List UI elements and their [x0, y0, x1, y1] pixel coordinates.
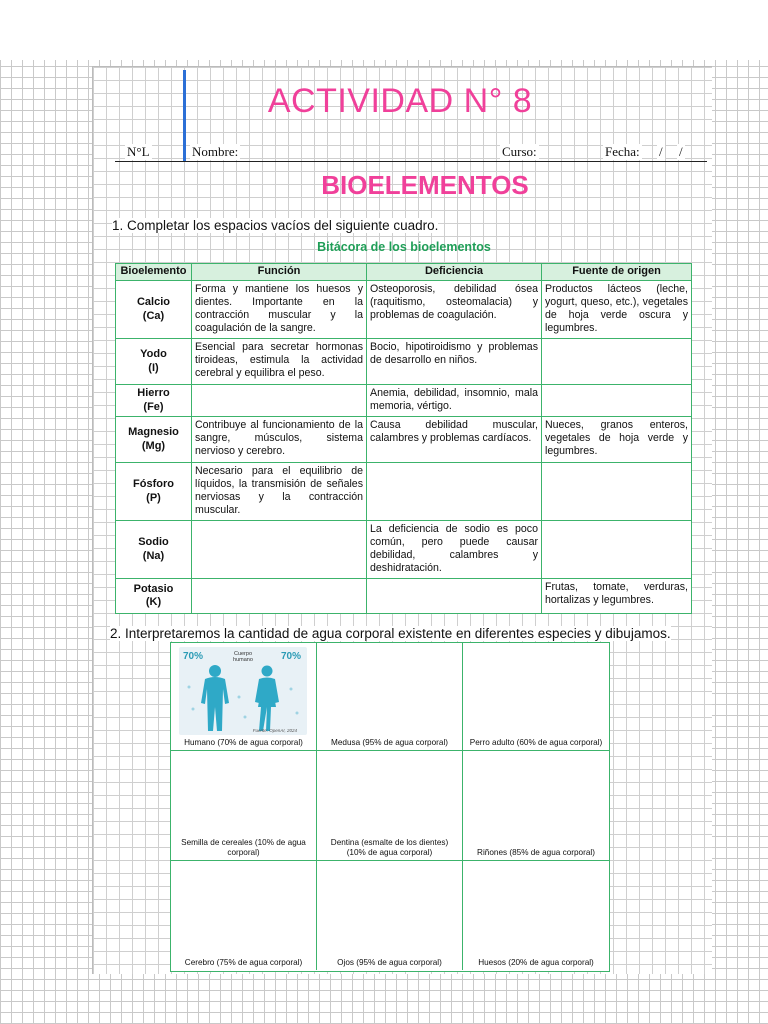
fuente-cell[interactable]: Frutas, tomate, verduras, hortalizas y legumbres.	[542, 579, 692, 614]
header-bioelemento: Bioelemento	[116, 264, 192, 281]
element-cell: Potasio (K)	[116, 579, 192, 614]
student-info-row	[115, 142, 707, 162]
fecha-slash-1: /	[659, 144, 663, 159]
drawing-cell-medusa[interactable]	[317, 643, 463, 751]
element-cell: Fósforo (P)	[116, 463, 192, 521]
cell-caption: Ojos (95% de agua corporal)	[337, 957, 442, 967]
fuente-cell[interactable]	[542, 521, 692, 579]
funcion-cell[interactable]	[192, 521, 367, 579]
water-content-grid	[170, 642, 610, 972]
funcion-cell[interactable]	[192, 385, 367, 417]
cell-caption: Semilla de cereales (10% de agua corporal)	[181, 838, 306, 857]
header-fuente: Fuente de origen	[542, 264, 692, 281]
table-row	[116, 579, 692, 614]
drawing-cell-cerebro[interactable]	[171, 861, 317, 970]
element-cell: Hierro (Fe)	[116, 385, 192, 417]
fecha-label: Fecha:	[605, 144, 640, 159]
nl-label: N°L	[127, 144, 150, 159]
instruction-2: 2. Interpretaremos la cantidad de agua corporal existente en diferentes especies y dibujamos.	[110, 626, 671, 641]
table-row	[116, 521, 692, 579]
cell-caption: Huesos (20% de agua corporal)	[478, 957, 594, 967]
funcion-cell[interactable]	[192, 579, 367, 614]
funcion-cell[interactable]: Contribuye al funcionamiento de la sangre, músculos, sistema nervioso y cerebro.	[192, 417, 367, 463]
cell-caption: Humano (70% de agua corporal)	[184, 737, 303, 747]
drawing-cell-ojos[interactable]	[317, 861, 463, 970]
element-cell: Sodio (Na)	[116, 521, 192, 579]
pct-right: 70%	[280, 651, 301, 662]
deficiencia-cell[interactable]	[367, 463, 542, 521]
cell-caption: Perro adulto (60% de agua corporal)	[469, 737, 603, 747]
drawing-cell-rinones[interactable]	[463, 751, 609, 861]
header-funcion: Función	[192, 264, 367, 281]
deficiencia-cell[interactable]: Anemia, debilidad, insomnio, mala memoria, vértigo.	[367, 385, 542, 417]
cell-caption: Medusa (95% de agua corporal)	[331, 737, 448, 747]
illustration-source: Fuente: OpenAI, 2024	[252, 728, 297, 733]
cell-caption: Cerebro (75% de agua corporal)	[184, 957, 303, 967]
drawing-cell-humano[interactable]	[171, 643, 317, 751]
element-cell: Yodo (I)	[116, 339, 192, 385]
deficiencia-cell[interactable]: Causa debilidad muscular, calambres y problemas cardíacos.	[367, 417, 542, 463]
deficiencia-cell[interactable]	[367, 579, 542, 614]
drawing-cell-huesos[interactable]	[463, 861, 609, 970]
nombre-label: Nombre:	[192, 144, 239, 159]
curso-label: Curso:	[502, 144, 537, 159]
deficiencia-cell[interactable]: Osteoporosis, debilidad ósea (raquitismo, osteomalacia) y problemas de coagulación.	[367, 281, 542, 339]
header-deficiencia: Deficiencia	[367, 264, 542, 281]
fuente-cell[interactable]	[542, 339, 692, 385]
table-row	[116, 281, 692, 339]
table-row	[116, 417, 692, 463]
drawing-cell-semilla[interactable]	[171, 751, 317, 861]
element-cell: Calcio (Ca)	[116, 281, 192, 339]
fecha-slash-2: /	[679, 144, 683, 159]
table-title: Bitácora de los bioelementos	[317, 240, 491, 254]
funcion-cell[interactable]: Esencial para secretar hormonas tiroideas, estimula la actividad cerebral y equilibra el peso.	[192, 339, 367, 385]
deficiencia-cell[interactable]: La deficiencia de sodio es poco común, pero puede causar debilidad, calambres y deshidratación.	[367, 521, 542, 579]
human-body-illustration	[179, 647, 307, 735]
table-row	[116, 385, 692, 417]
page-title: ACTIVIDAD N° 8	[267, 82, 533, 120]
funcion-cell[interactable]: Necesario para el equilibrio de líquidos, la transmisión de señales nerviosas y la contracción muscular.	[192, 463, 367, 521]
bioelements-table	[115, 263, 692, 614]
deficiencia-cell[interactable]: Bocio, hipotiroidismo y problemas de desarrollo en niños.	[367, 339, 542, 385]
section-subtitle: BIOELEMENTOS	[321, 170, 529, 200]
pct-left: 70%	[183, 651, 204, 662]
cell-caption: Riñones (85% de agua corporal)	[477, 847, 595, 857]
fuente-cell[interactable]	[542, 385, 692, 417]
funcion-cell[interactable]: Forma y mantiene los huesos y dientes. Importante en la contracción muscular y la coagulación de la sangre.	[192, 281, 367, 339]
fuente-cell[interactable]: Nueces, granos enteros, vegetales de hoja verde y legumbres.	[542, 417, 692, 463]
element-cell: Magnesio (Mg)	[116, 417, 192, 463]
drawing-cell-dentina[interactable]	[317, 751, 463, 861]
fuente-cell[interactable]: Productos lácteos (leche, yogurt, queso, etc.), vegetales de hoja verde oscura y legumbres.	[542, 281, 692, 339]
illustration-label: Cuerpo humano	[233, 651, 253, 664]
instruction-1: 1. Completar los espacios vacíos del siguiente cuadro.	[112, 218, 439, 233]
table-row	[116, 463, 692, 521]
drawing-cell-perro[interactable]	[463, 643, 609, 751]
table-header-row	[116, 264, 692, 281]
cell-caption: Dentina (esmalte de los dientes) (10% de agua corporal)	[330, 838, 449, 857]
fuente-cell[interactable]	[542, 463, 692, 521]
table-row	[116, 339, 692, 385]
